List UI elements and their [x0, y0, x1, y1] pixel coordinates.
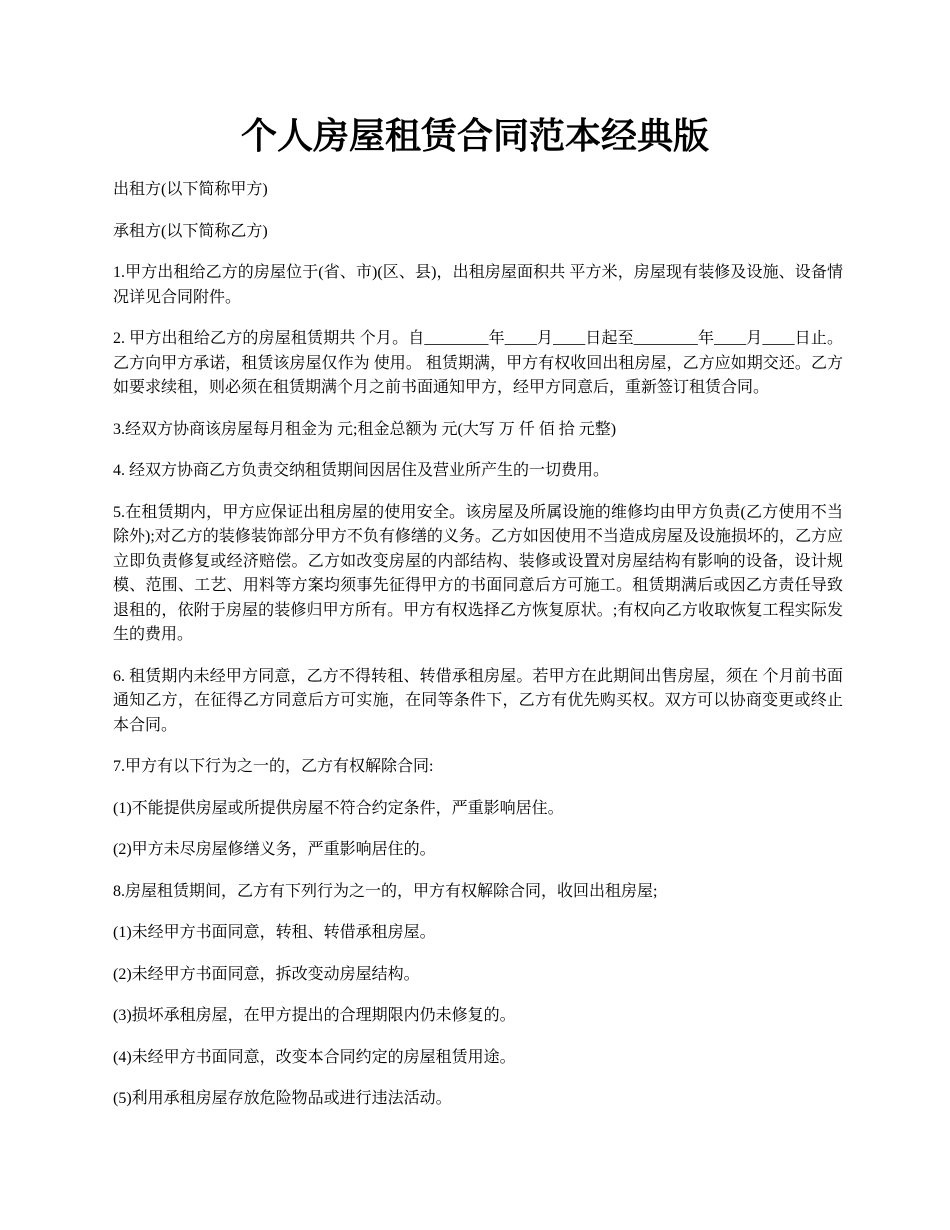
- clause-1: 1.甲方出租给乙方的房屋位于(省、市)(区、县)，出租房屋面积共 平方米，房屋现有装修及设施、设备情况详见合同附件。: [113, 264, 843, 306]
- document-title: 个人房屋租赁合同范本经典版: [240, 115, 709, 157]
- clause-7-item-2: (2)甲方未尽房屋修缮义务，严重影响居住的。: [113, 841, 436, 858]
- clause-7-item-1: (1)不能提供房屋或所提供房屋不符合约定条件，严重影响居住。: [113, 799, 564, 817]
- clause-3: 3.经双方协商该房屋每月租金为 元;租金总额为 元(大写 万 仟 佰 拾 元整): [113, 420, 617, 438]
- clause-5: 5.在租赁期内，甲方应保证出租房屋的使用安全。该房屋及所属设施的维修均由甲方负责(乙方使用不当除外);对乙方的装修装饰部分甲方不负有修缮的义务。乙方如因使用不当造成房屋及设施损坏的，乙方应立即负责修复或经济赔偿。乙方如改变房屋的内部结构、装修或设置对房屋结构有影响的设备，设计规模、范围、工艺、用料等方案均须事先征得甲方的书面同意后方可施工。租赁期满后或因乙方责任导致退租的，依附于房屋的装修归甲方所有。甲方有权选择乙方恢复原状。;有权向乙方收取恢复工程实际发生的费用。: [113, 503, 843, 643]
- clause-4: 4. 经双方协商乙方负责交纳租赁期间因居住及营业所产生的一切费用。: [113, 462, 610, 479]
- clause-8-item-4: (4)未经甲方书面同意，改变本合同约定的房屋租赁用途。: [113, 1048, 516, 1066]
- clause-8-item-1: (1)未经甲方书面同意，转租、转借承租房屋。: [113, 924, 436, 941]
- clause-8-item-2: (2)未经甲方书面同意，拆改变动房屋结构。: [113, 965, 420, 983]
- clause-8: 8.房屋租赁期间，乙方有下列行为之一的，甲方有权解除合同，收回出租房屋;: [113, 882, 658, 900]
- paragraph-lessor: 出租方(以下简称甲方): [113, 181, 268, 198]
- clause-7: 7.甲方有以下行为之一的，乙方有权解除合同:: [113, 758, 434, 775]
- clause-2: 2. 甲方出租给乙方的房屋租赁期共 个月。自________年____月____日起至________年____月____日止。乙方向甲方承诺，租赁该房屋仅作为 使用。 租赁期满，甲方有权收回出租房屋，乙方应如期交还。乙方如要求续租，则必须在租赁期满个月之前书面通知甲方，经甲方同意后，重新签订租赁合同。: [113, 330, 843, 396]
- clause-6: 6. 租赁期内未经甲方同意，乙方不得转租、转借承租房屋。若甲方在此期间出售房屋，须在 个月前书面通知乙方，在征得乙方同意后方可实施，在同等条件下，乙方有优先购买权。双方可以协商变更或终止本合同。: [113, 667, 843, 734]
- paragraph-lessee: 承租方(以下简称乙方): [113, 222, 268, 240]
- clause-8-item-5: (5)利用承租房屋存放危险物品或进行违法活动。: [113, 1090, 452, 1107]
- document-body: [113, 178, 843, 1129]
- clause-8-item-3: (3)损坏承租房屋，在甲方提出的合理期限内仍未修复的。: [113, 1007, 516, 1024]
